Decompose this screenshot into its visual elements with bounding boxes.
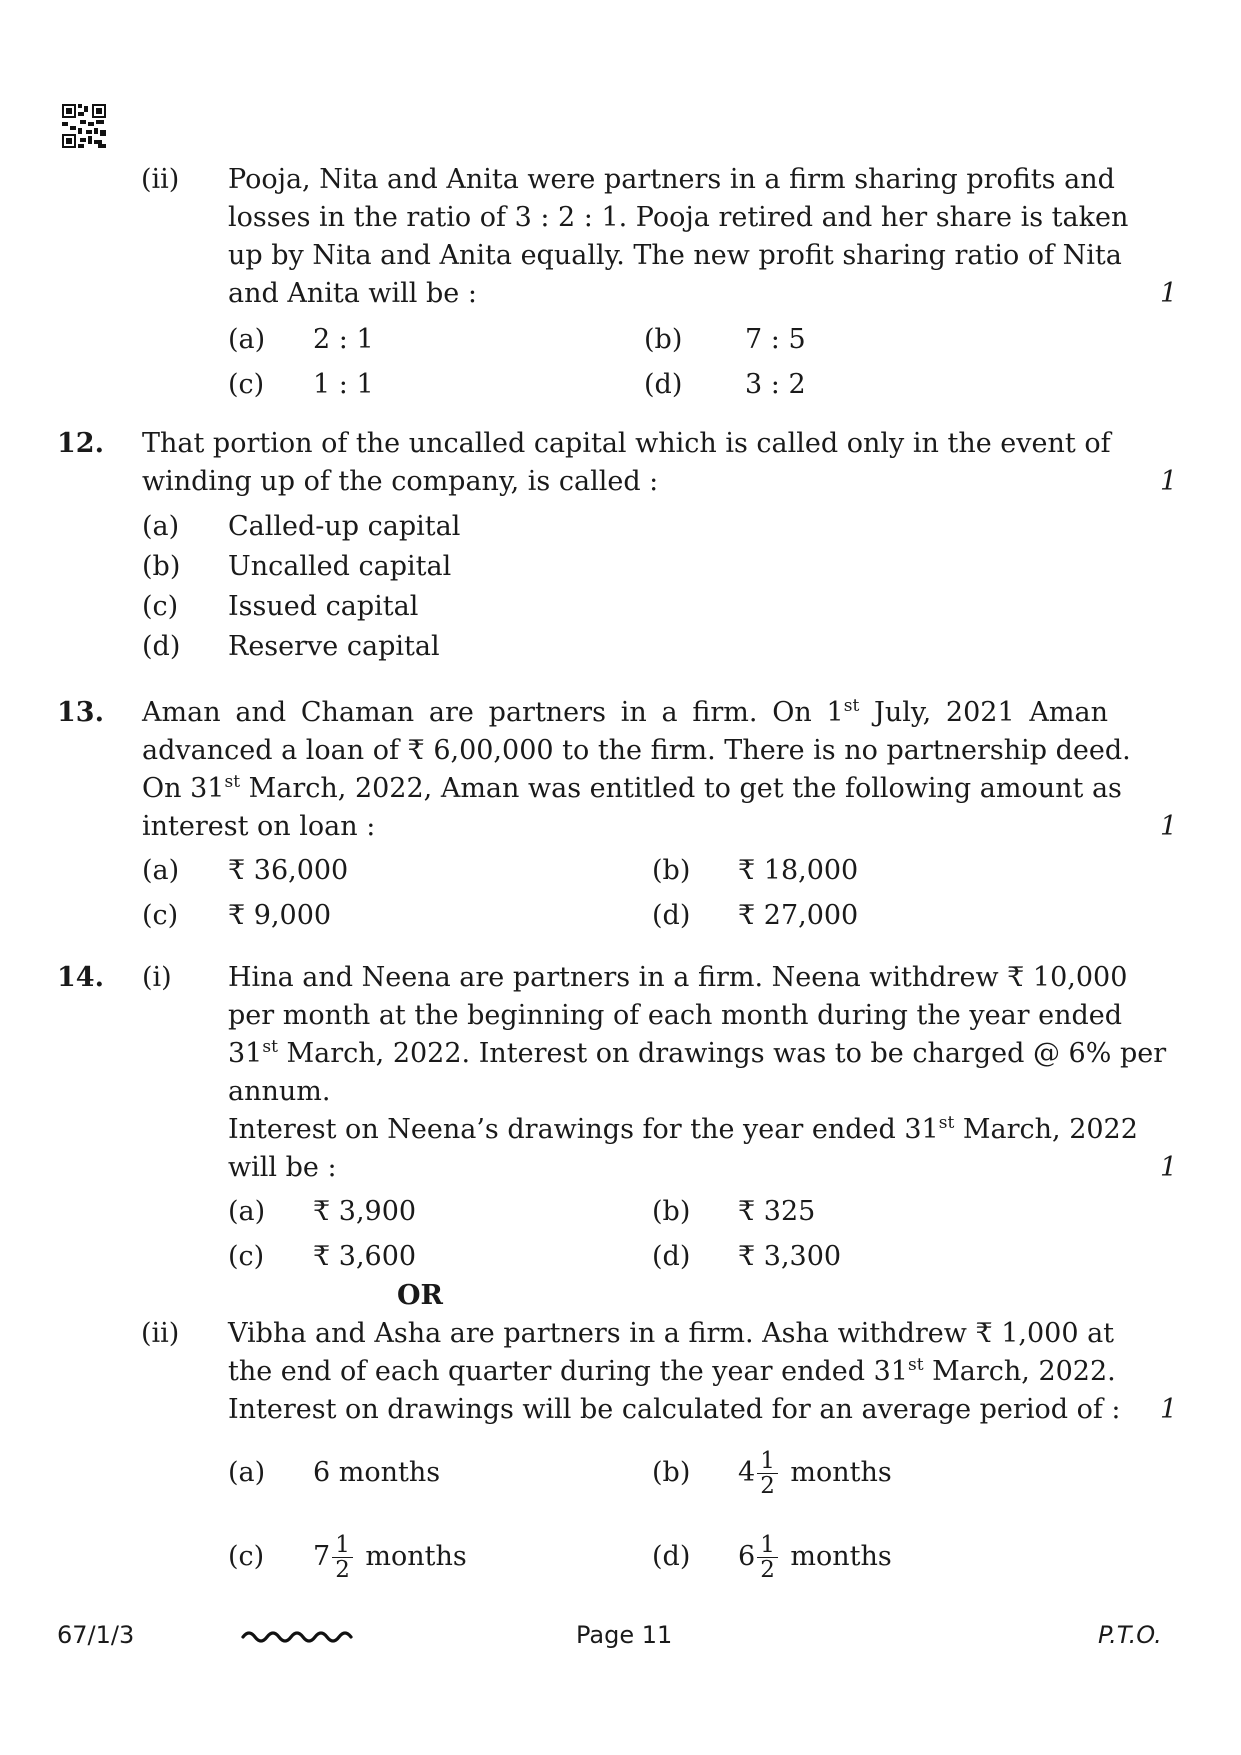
option-text: Uncalled capital bbox=[228, 551, 452, 582]
option-label: (d) bbox=[142, 631, 181, 662]
option-text: Called-up capital bbox=[228, 511, 461, 542]
question-text-line: losses in the ratio of 3 : 2 : 1. Pooja retired and her share is taken bbox=[228, 202, 1129, 233]
option-text: 2 : 1 bbox=[313, 324, 374, 355]
paper-code: 67/1/3 bbox=[57, 1621, 135, 1649]
option-text: ₹ 9,000 bbox=[228, 900, 332, 931]
option-label: (b) bbox=[142, 551, 181, 582]
question-text-line: Interest on drawings will be calculated for an average period of : bbox=[228, 1394, 1121, 1425]
option-text: 6 months bbox=[313, 1457, 441, 1488]
option-label: (b) bbox=[644, 324, 683, 355]
question-text-line: On 31st March, 2022, Aman was entitled to get the following amount as bbox=[142, 772, 1122, 804]
option-label: (a) bbox=[228, 324, 266, 355]
qr-code-icon bbox=[62, 104, 106, 148]
option-label: (d) bbox=[652, 900, 691, 931]
option-text: 4 $\frac{1}{2}$ months bbox=[738, 1448, 892, 1499]
option-text: ₹ 3,600 bbox=[313, 1241, 417, 1272]
option-text: ₹ 36,000 bbox=[228, 855, 349, 886]
option-text: Reserve capital bbox=[228, 631, 440, 662]
option-text: ₹ 325 bbox=[738, 1196, 816, 1227]
or-separator: OR bbox=[397, 1280, 443, 1311]
marks: 1 bbox=[1160, 1152, 1178, 1183]
question-text-line: annum. bbox=[228, 1076, 331, 1107]
question-number: 13. bbox=[57, 697, 104, 728]
option-label: (b) bbox=[652, 1196, 691, 1227]
wave-ornament-icon bbox=[240, 1620, 355, 1650]
option-label: (d) bbox=[652, 1241, 691, 1272]
question-text-line: winding up of the company, is called : bbox=[142, 466, 659, 497]
question-text-line: and Anita will be : bbox=[228, 278, 477, 309]
question-text-line: Vibha and Asha are partners in a firm. Asha withdrew ₹ 1,000 at bbox=[228, 1318, 1115, 1349]
question-text-line: Interest on Neena’s drawings for the year ended 31st March, 2022 bbox=[228, 1113, 1138, 1145]
pto-note: P.T.O. bbox=[1098, 1621, 1162, 1649]
option-label: (b) bbox=[652, 1457, 691, 1488]
option-label: (a) bbox=[228, 1457, 266, 1488]
question-text-line: the end of each quarter during the year ended 31st March, 2022. bbox=[228, 1355, 1116, 1387]
option-label: (b) bbox=[652, 855, 691, 886]
option-label: (a) bbox=[142, 511, 180, 542]
question-text-line: Pooja, Nita and Anita were partners in a firm sharing profits and bbox=[228, 164, 1115, 195]
question-text-line: 31st March, 2022. Interest on drawings was to be charged @ 6% per bbox=[228, 1037, 1167, 1069]
option-text: ₹ 18,000 bbox=[738, 855, 859, 886]
option-text: ₹ 27,000 bbox=[738, 900, 859, 931]
marks: 1 bbox=[1160, 466, 1178, 497]
option-label: (c) bbox=[228, 1241, 265, 1272]
option-text: Issued capital bbox=[228, 591, 419, 622]
option-text: ₹ 3,900 bbox=[313, 1196, 417, 1227]
question-number: 12. bbox=[57, 428, 104, 459]
part-label: (ii) bbox=[141, 164, 180, 195]
marks: 1 bbox=[1160, 1394, 1178, 1425]
option-label: (c) bbox=[142, 900, 179, 931]
marks: 1 bbox=[1160, 811, 1178, 842]
option-text: 1 : 1 bbox=[313, 369, 374, 400]
question-text-line: interest on loan : bbox=[142, 811, 376, 842]
question-text-line: Aman and Chaman are partners in a firm. On 1st July, 2021 Aman bbox=[142, 696, 1108, 728]
marks: 1 bbox=[1160, 278, 1178, 309]
option-label: (c) bbox=[228, 369, 265, 400]
question-text-line: per month at the beginning of each month during the year ended bbox=[228, 1000, 1123, 1031]
question-text-line: will be : bbox=[228, 1152, 337, 1183]
question-text-line: That portion of the uncalled capital which is called only in the event of bbox=[142, 428, 1111, 459]
question-text-line: Hina and Neena are partners in a firm. Neena withdrew ₹ 10,000 bbox=[228, 962, 1128, 993]
part-label: (i) bbox=[142, 962, 172, 993]
option-text: ₹ 3,300 bbox=[738, 1241, 842, 1272]
question-text-line: advanced a loan of ₹ 6,00,000 to the firm. There is no partnership deed. bbox=[142, 735, 1131, 766]
option-label: (a) bbox=[142, 855, 180, 886]
question-number: 14. bbox=[57, 962, 104, 993]
option-text: 3 : 2 bbox=[745, 369, 806, 400]
option-label: (a) bbox=[228, 1196, 266, 1227]
question-text-line: up by Nita and Anita equally. The new profit sharing ratio of Nita bbox=[228, 240, 1122, 271]
page-number: Page 11 bbox=[576, 1621, 673, 1649]
option-text: 7 $\frac{1}{2}$ months bbox=[313, 1532, 467, 1583]
option-label: (d) bbox=[644, 369, 683, 400]
option-label: (c) bbox=[142, 591, 179, 622]
option-label: (c) bbox=[228, 1541, 265, 1572]
option-label: (d) bbox=[652, 1541, 691, 1572]
option-text: 7 : 5 bbox=[745, 324, 806, 355]
part-label: (ii) bbox=[141, 1318, 180, 1349]
option-text: 6 $\frac{1}{2}$ months bbox=[738, 1532, 892, 1583]
